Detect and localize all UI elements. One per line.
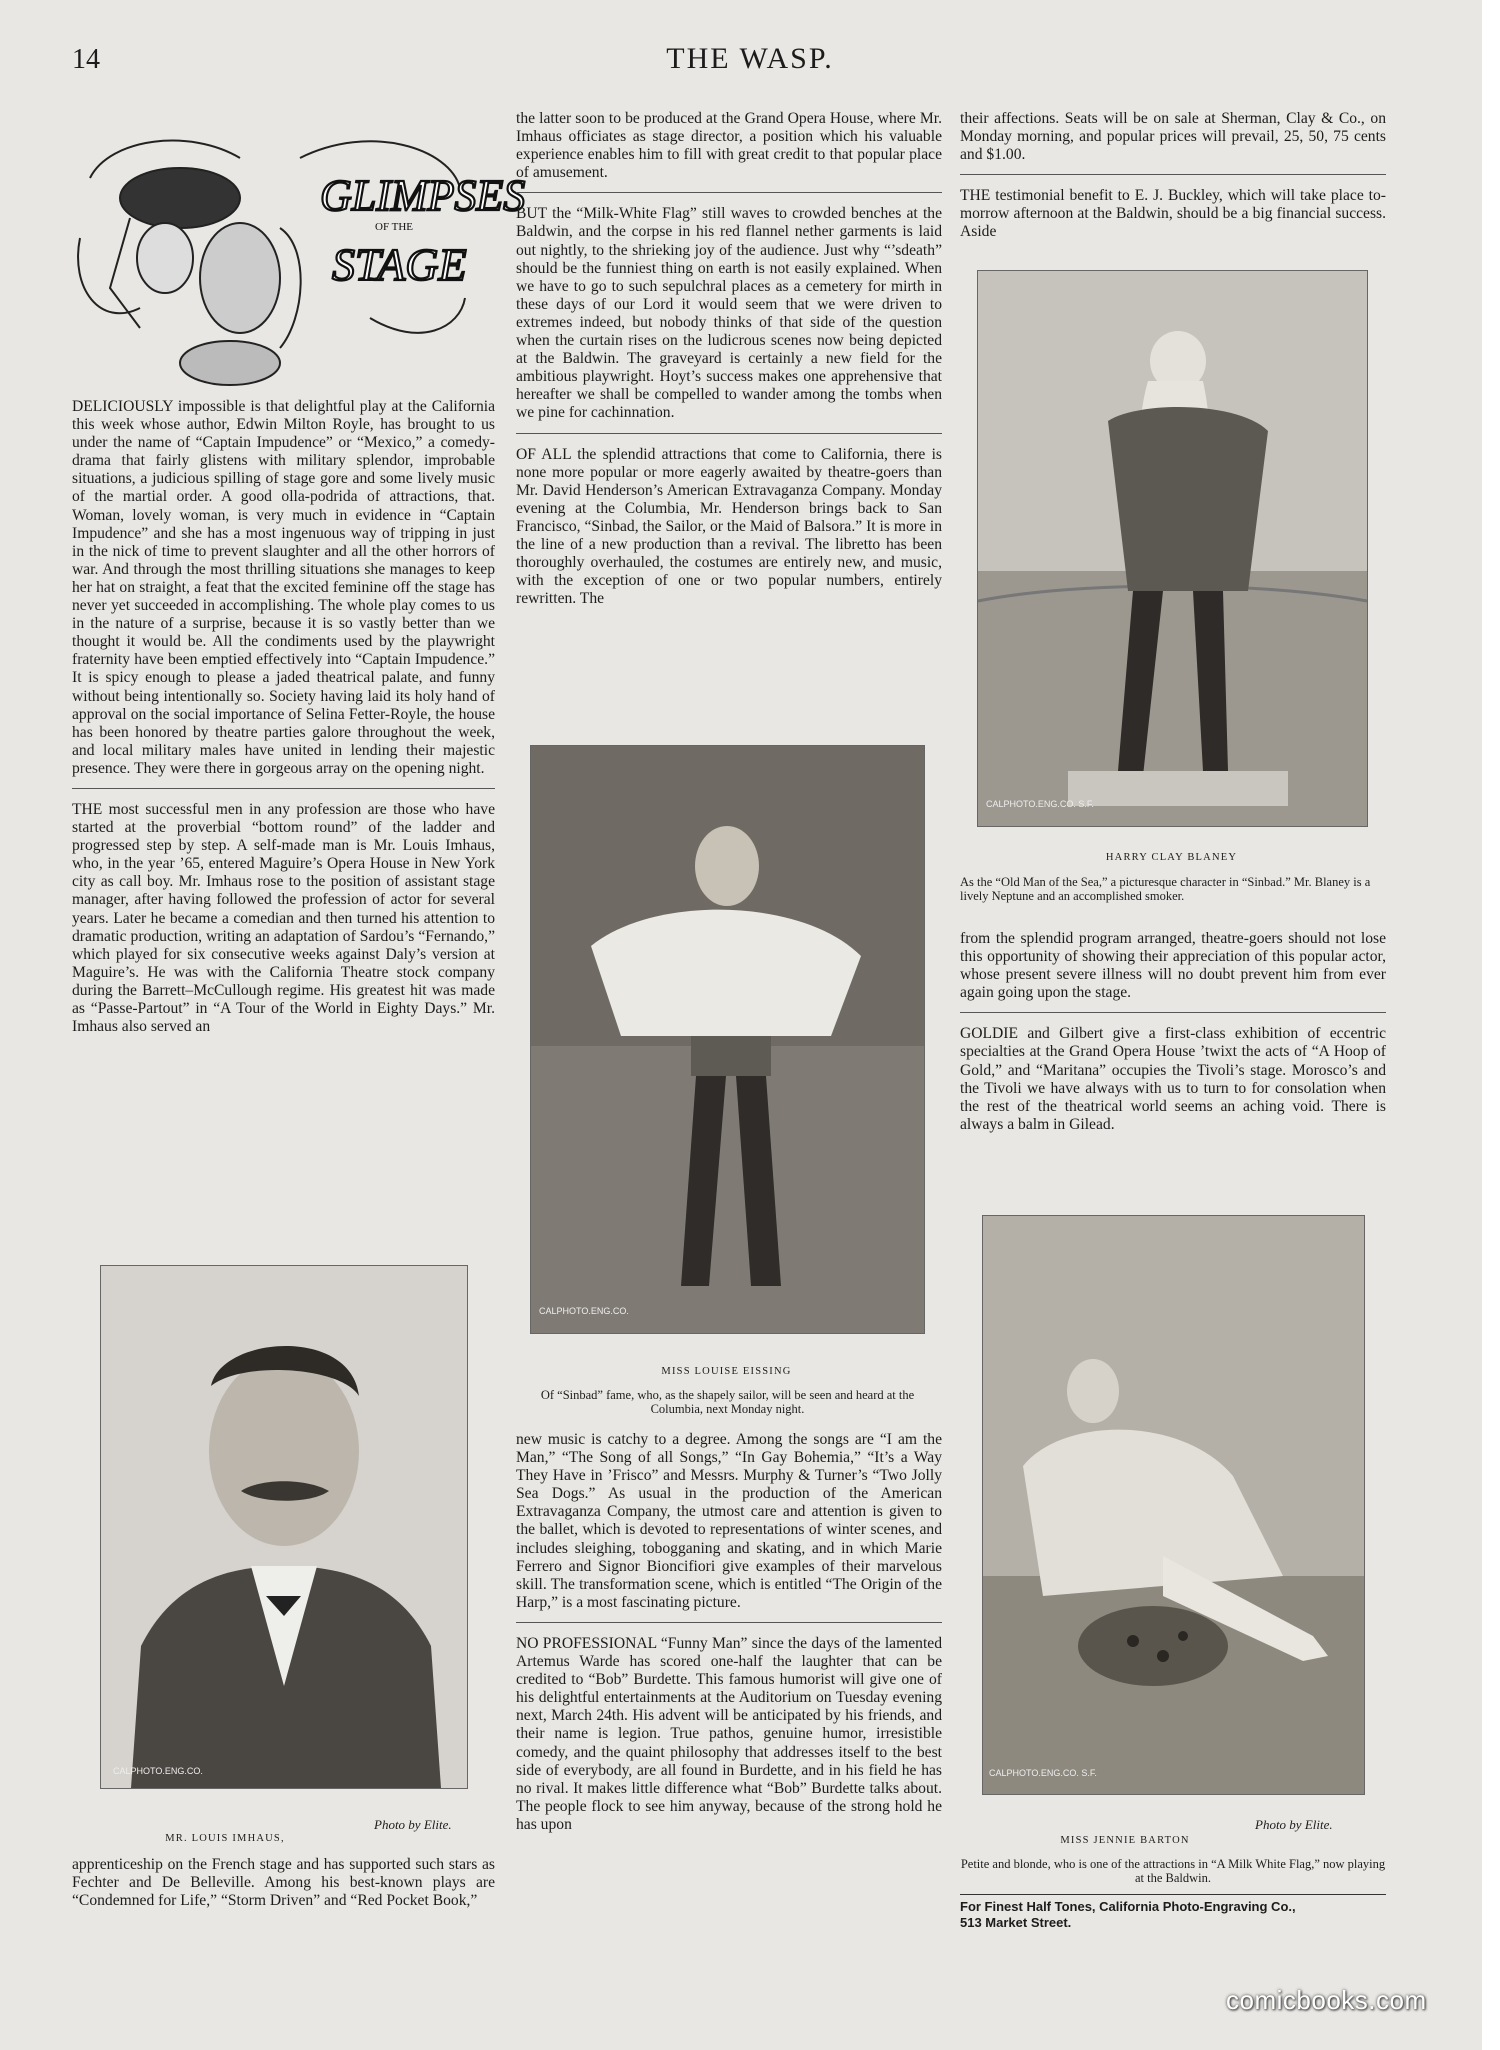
column-3-middle [960,930,1386,1144]
photo-engraver-credit: CALPHOTO.ENG.CO. S.F. [986,799,1094,809]
photo-engraver-credit: CALPHOTO.ENG.CO. S.F. [989,1768,1097,1778]
article-captain-impudence: DELICIOUSLY impossible is that delightful play at the California this week whose author, Edwin Milton Royle, has brought to us under the name of “Captain Impudence” or “Mexico,” a comedy-drama that fairly glistens with military splendor, improbable situations, a judicious spilling of stage gore and some lively music of the martial order. A good olla-podrida of attractions, that. Woman, lovely woman, is very much in evidence in “Captain Impudence” and she has a most ingenuous way of tripping in just in the nick of time to prevent slaughter and all the other horrors of war. And through the most thrilling situations she manages to keep her hat on straight, a feat that the excited feminine off the stage has never yet succeeded in accomplishing. The whole play comes to us in the nature of a surprise, because it is so vastly better than we thought it would be. All the condiments used by the playwright fraternity have been emptied effectively into “Captain Impudence.” It is spicy enough to please a jaded theatrical palate, and funny without being intentionally so. Society having laid its holy hand of approval on the social importance of Selina Fetter-Royle, the house has been honored by theatre parties galore throughout the week, and local military males have united in lending their majestic presence. They were there in gorgeous array on the opening night. [72,398,495,789]
photo-engraver-credit: CALPHOTO.ENG.CO. [539,1306,629,1316]
photo-engraver-credit: CALPHOTO.ENG.CO. [113,1766,203,1776]
column-2-upper [516,110,942,618]
caption-louis-imhaus-name: MR. LOUIS IMHAUS, [165,1833,285,1844]
article-milk-white-flag: BUT the “Milk-White Flag” still waves to crowded benches at the Baldwin, and the corpse in his red flannel nether garments is laid out nightly, to the shrieking joy of the audience. Just why “’sdeath” should be the funniest thing on earth is not easily explained. When we have to go to such sepulchral places as a cemetery for mirth in these days of our Lord it would seem that we were driven to extremes indeed, but nobody thinks of that side of the question when the curtain rises on the ludicrous scenes now being depicted at the Baldwin. The graveyard is certainly a new field for the ambitious playwright. Hoyt’s success makes one apprehensive that hereafter we shall be compelled to wander among the tombs when we pine for cachinnation. [516,205,942,433]
article-louis-imhaus-continued: apprenticeship on the French stage and has supported such stars as Fechter and De Belleville. Among his best-known plays are “Condemned for Life,” “Storm Driven” and “Red Pocket Book,” [72,1856,495,1910]
article-imhaus-conclusion: the latter soon to be produced at the Grand Opera House, where Mr. Imhaus officiates as stage director, a position which his valuable experience enables him to fill with great credit to that popular place of amusement. [516,110,942,193]
photo-harry-clay-blaney [977,270,1368,827]
heading-word-of-the: OF THE [375,221,413,233]
ad-line-2: 513 Market Street. [960,1915,1072,1930]
article-bob-burdette: NO PROFESSIONAL “Funny Man” since the days of the lamented Artemus Warde has scored one-half the laughter that can be credited to “Bob” Burdette. This famous humorist will give one of his delightful entertainments at the Auditorium on Tuesday evening next, March 24th. His advent will be anticipated by his friends, and their name is legion. True pathos, genuine humor, irresistible comedy, and the quaint philosophy that addresses itself to the best side of everybody, are all found in Burdette, and in his field he has no rival. It makes little difference what “Bob” Burdette talks about. The people flock to see him anyway, because of the strong hold he has upon [516,1634,942,1833]
photo-jennie-barton [982,1215,1365,1795]
page-number: 14 [72,44,100,75]
ad-line-1: For Finest Half Tones, California Photo-Engraving Co., [960,1899,1296,1914]
article-buckley-benefit: THE testimonial benefit to E. J. Buckley, which will take place to-morrow afternoon at the Baldwin, should be a big financial success. Aside [960,187,1386,241]
glimpses-of-the-stage-heading [70,118,526,390]
photo-by-elite-imhaus: Photo by Elite. [374,1817,452,1832]
article-buckley-continued: from the splendid program arranged, theatre-goers should not lose this opportunity of showing their appreciation of this popular actor, whose present severe illness will no doubt prevent him from ever again going upon the stage. [960,930,1386,1013]
photo-louis-imhaus [100,1265,468,1789]
article-louis-imhaus: THE most successful men in any profession are those who have started at the proverbial “bottom round” of the ladder and progressed step by step. A self-made man is Mr. Louis Imhaus, who, in the year ’65, entered Maguire’s Opera House in New York city as call boy. Mr. Imhaus rose to the position of assistant stage manager, after having followed the profession of actor for several years. Later he became a comedian and then turned his attention to dramatic production, writing an adaptation of Sardou’s “Fernando,” which played for six consecutive weeks against Daly’s version at Maguire’s. He was with the California Theatre stock company during the Barrett–McCullough regime. His greatest hit was made as “Passe-Partout” in “A Tour of the World in Eighty Days.” Mr. Imhaus also served an [72,800,495,1036]
site-watermark: comicbooks.com [1226,1985,1427,2015]
caption-harry-clay-blaney-text: As the “Old Man of the Sea,” a picturesque character in “Sinbad.” Mr. Blaney is a lively Neptune and an accomplished smoker. [960,875,1371,903]
column-1-lower [72,1856,495,1920]
article-burdette-conclusion: their affections. Seats will be on sale at Sherman, Clay & Co., on Monday morning, and popular prices will prevail, 25, 50, 75 cents and $1.00. [960,110,1386,175]
caption-jennie-barton-text: Petite and blonde, who is one of the attractions in “A Milk White Flag,” now playing at the Baldwin. [960,1857,1386,1885]
caption-louise-eissing-text: Of “Sinbad” fame, who, as the shapely sailor, will be seen and heard at the Columbia, next Monday night. [540,1388,915,1416]
article-sinbad: OF ALL the splendid attractions that come to California, there is none more popular or more eagerly awaited by theatre-goers than Mr. David Henderson’s American Extravaganza Company. Monday evening at the Columbia, Mr. Henderson brings back to San Francisco, “Sinbad, the Sailor, or the Maid of Balsora.” It is more in the line of a new production than a revival. The libretto has been thoroughly overhauled, the costumes are entirely new, and music, with the exception of one or two popular numbers, entirely rewritten. The [516,445,942,608]
photo-by-elite-barton: Photo by Elite. [1255,1817,1333,1832]
photo-louise-eissing [530,745,925,1334]
column-3-upper [960,110,1386,252]
caption-louise-eissing-name: MISS LOUISE EISSING [661,1366,792,1377]
column-2-lower [516,1431,942,1844]
caption-jennie-barton-name: MISS JENNIE BARTON [1060,1835,1190,1846]
column-1-upper [72,398,495,1046]
article-goldie-and-gilbert: GOLDIE and Gilbert give a first-class exhibition of eccentric specialties at the Grand Opera House ’twixt the acts of “A Hoop of Gold,” and “Maritana” occupies the Tivoli’s stage. Morosco’s and the Tivoli we have always with us to turn to for consolation when the rest of the theatrical world seems an aching void. There is always a balm in Gilead. [960,1025,1386,1133]
masthead-title: THE WASP. [666,42,834,75]
heading-word-glimpses: GLIMPSES [320,171,526,220]
caption-harry-clay-blaney-name: HARRY CLAY BLANEY [1105,852,1238,863]
article-sinbad-continued: new music is catchy to a degree. Among the songs are “I am the Man,” “The Song of all Songs,” “In Gay Bohemia,” “It’s a Way They Have in ’Frisco” and Messrs. Murphy & Turner’s “Two Jolly Sea Dogs.” As usual in the production of the American Extravaganza Company, the utmost care and attention is given to the ballet, which is devoted to representations of winter scenes, and includes sleighing, tobogganing and skating, and in which Marie Ferrero and Signor Bioncifiori give examples of their marvelous skill. The transformation scene, which is entitled “The Origin of the Harp,” is a most fascinating picture. [516,1431,942,1623]
engraving-company-advertisement [960,1894,1386,1931]
leopard-skin-shape [1078,1606,1228,1686]
heading-word-stage: STAGE [332,239,467,290]
page-binding-edge [1482,0,1500,2050]
